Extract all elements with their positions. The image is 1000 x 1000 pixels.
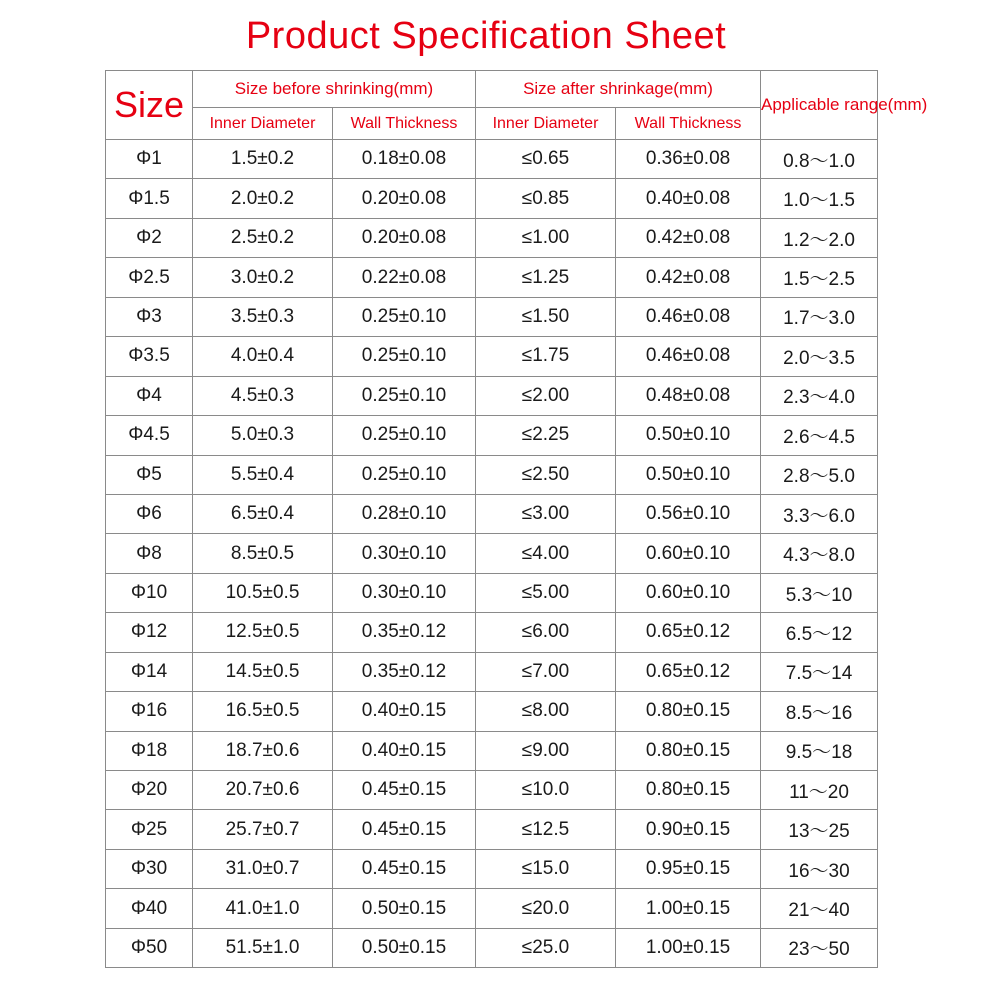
before-inner-diameter-cell: 12.5±0.5	[193, 613, 333, 652]
before-wall-thickness-cell: 0.25±0.10	[333, 376, 476, 415]
before-inner-diameter-cell: 10.5±0.5	[193, 573, 333, 612]
applicable-range-cell: 6.5～12	[761, 613, 878, 652]
table-row	[106, 652, 878, 691]
before-inner-diameter-cell: 31.0±0.7	[193, 849, 333, 888]
after-inner-diameter-cell: ≤7.00	[476, 652, 616, 691]
size-header: Size	[106, 71, 193, 140]
before-wall-thickness-cell: 0.20±0.08	[333, 179, 476, 218]
before-inner-diameter-cell: 2.5±0.2	[193, 218, 333, 257]
after-inner-diameter-cell: ≤2.25	[476, 416, 616, 455]
table-row	[106, 416, 878, 455]
before-inner-diameter-cell: 18.7±0.6	[193, 731, 333, 770]
table-row	[106, 613, 878, 652]
applicable-range-cell: 21～40	[761, 889, 878, 928]
after-wall-thickness-cell: 0.48±0.08	[616, 376, 761, 415]
after-wall-thickness-cell: 0.65±0.12	[616, 613, 761, 652]
after-inner-diameter-cell: ≤15.0	[476, 849, 616, 888]
after-wall-thickness-cell: 0.90±0.15	[616, 810, 761, 849]
before-wall-thickness-cell: 0.25±0.10	[333, 416, 476, 455]
before-inner-diameter-cell: 41.0±1.0	[193, 889, 333, 928]
after-inner-diameter-cell: ≤12.5	[476, 810, 616, 849]
size-cell: Φ50	[106, 928, 193, 967]
after-wall-thickness-cell: 0.42±0.08	[616, 258, 761, 297]
applicable-range-cell: 5.3～10	[761, 573, 878, 612]
size-cell: Φ1	[106, 140, 193, 179]
before-wall-thickness-cell: 0.50±0.15	[333, 889, 476, 928]
after-wall-thickness-cell: 0.65±0.12	[616, 652, 761, 691]
before-wall-thickness-cell: 0.45±0.15	[333, 849, 476, 888]
before-wall-thickness-cell: 0.30±0.10	[333, 573, 476, 612]
after-inner-diameter-cell: ≤1.25	[476, 258, 616, 297]
before-inner-diameter-cell: 16.5±0.5	[193, 692, 333, 731]
size-cell: Φ4.5	[106, 416, 193, 455]
before-wall-thickness-cell: 0.40±0.15	[333, 731, 476, 770]
applicable-range-cell: 23～50	[761, 928, 878, 967]
before-inner-diameter-cell: 20.7±0.6	[193, 771, 333, 810]
size-cell: Φ8	[106, 534, 193, 573]
table-row	[106, 731, 878, 770]
applicable-range-cell: 11～20	[761, 771, 878, 810]
applicable-range-cell: 2.8～5.0	[761, 455, 878, 494]
size-cell: Φ16	[106, 692, 193, 731]
after-inner-diameter-cell: ≤1.75	[476, 337, 616, 376]
after-wall-thickness-cell: 0.56±0.10	[616, 494, 761, 533]
before-wall-thickness-cell: 0.20±0.08	[333, 218, 476, 257]
size-cell: Φ3.5	[106, 337, 193, 376]
before-inner-diameter-cell: 4.0±0.4	[193, 337, 333, 376]
after-inner-diameter-cell: ≤2.00	[476, 376, 616, 415]
size-cell: Φ4	[106, 376, 193, 415]
table-row	[106, 258, 878, 297]
before-wall-thickness-cell: 0.25±0.10	[333, 455, 476, 494]
size-cell: Φ2.5	[106, 258, 193, 297]
table-row	[106, 534, 878, 573]
applicable-range-cell: 1.5～2.5	[761, 258, 878, 297]
after-wall-thickness-cell: 0.46±0.08	[616, 297, 761, 336]
table-row	[106, 928, 878, 967]
size-cell: Φ25	[106, 810, 193, 849]
before-inner-diameter-cell: 3.0±0.2	[193, 258, 333, 297]
after-wall-thickness-cell: 0.50±0.10	[616, 416, 761, 455]
before-wall-thickness-cell: 0.50±0.15	[333, 928, 476, 967]
after-wall-thickness-cell: 0.46±0.08	[616, 337, 761, 376]
spec-table-body	[106, 140, 878, 968]
table-row	[106, 179, 878, 218]
after-wall-thickness-cell: 1.00±0.15	[616, 889, 761, 928]
size-cell: Φ40	[106, 889, 193, 928]
table-row	[106, 810, 878, 849]
after-wall-thickness-cell: 0.80±0.15	[616, 771, 761, 810]
table-row	[106, 140, 878, 179]
after-inner-diameter-header: Inner Diameter	[476, 108, 616, 140]
applicable-range-cell: 2.0～3.5	[761, 337, 878, 376]
after-wall-thickness-cell: 0.40±0.08	[616, 179, 761, 218]
size-cell: Φ1.5	[106, 179, 193, 218]
before-wall-thickness-cell: 0.40±0.15	[333, 692, 476, 731]
after-inner-diameter-cell: ≤0.85	[476, 179, 616, 218]
size-cell: Φ2	[106, 218, 193, 257]
spec-table	[105, 70, 928, 968]
after-wall-thickness-cell: 0.36±0.08	[616, 140, 761, 179]
applicable-range-cell: 3.3～6.0	[761, 494, 878, 533]
after-inner-diameter-cell: ≤6.00	[476, 613, 616, 652]
before-wall-thickness-cell: 0.25±0.10	[333, 337, 476, 376]
size-cell: Φ30	[106, 849, 193, 888]
before-wall-thickness-cell: 0.25±0.10	[333, 297, 476, 336]
before-inner-diameter-cell: 5.5±0.4	[193, 455, 333, 494]
applicable-range-cell: 4.3～8.0	[761, 534, 878, 573]
page-title: Product Specification Sheet	[245, 15, 727, 57]
before-wall-thickness-cell: 0.18±0.08	[333, 140, 476, 179]
applicable-range-cell: 9.5～18	[761, 731, 878, 770]
after-inner-diameter-cell: ≤3.00	[476, 494, 616, 533]
after-wall-thickness-cell: 0.80±0.15	[616, 731, 761, 770]
after-inner-diameter-cell: ≤4.00	[476, 534, 616, 573]
before-wall-thickness-cell: 0.45±0.15	[333, 810, 476, 849]
before-wall-thickness-cell: 0.45±0.15	[333, 771, 476, 810]
before-wall-thickness-cell: 0.35±0.12	[333, 652, 476, 691]
size-cell: Φ18	[106, 731, 193, 770]
after-inner-diameter-cell: ≤25.0	[476, 928, 616, 967]
before-inner-diameter-cell: 4.5±0.3	[193, 376, 333, 415]
table-row	[106, 337, 878, 376]
after-wall-thickness-cell: 0.95±0.15	[616, 849, 761, 888]
before-wall-thickness-cell: 0.35±0.12	[333, 613, 476, 652]
after-inner-diameter-cell: ≤10.0	[476, 771, 616, 810]
size-cell: Φ14	[106, 652, 193, 691]
after-inner-diameter-cell: ≤8.00	[476, 692, 616, 731]
before-inner-diameter-cell: 25.7±0.7	[193, 810, 333, 849]
table-row	[106, 494, 878, 533]
after-shrinkage-header: Size after shrinkage(mm)	[476, 71, 761, 108]
before-inner-diameter-cell: 6.5±0.4	[193, 494, 333, 533]
size-cell: Φ6	[106, 494, 193, 533]
table-row	[106, 771, 878, 810]
applicable-range-cell: 1.0～1.5	[761, 179, 878, 218]
applicable-range-cell: 7.5～14	[761, 652, 878, 691]
before-shrinking-header: Size before shrinking(mm)	[193, 71, 476, 108]
before-wall-thickness-cell: 0.22±0.08	[333, 258, 476, 297]
applicable-range-cell: 8.5～16	[761, 692, 878, 731]
size-cell: Φ5	[106, 455, 193, 494]
table-row	[106, 849, 878, 888]
after-inner-diameter-cell: ≤2.50	[476, 455, 616, 494]
size-cell: Φ10	[106, 573, 193, 612]
after-wall-thickness-cell: 0.50±0.10	[616, 455, 761, 494]
before-wall-thickness-cell: 0.30±0.10	[333, 534, 476, 573]
before-wall-thickness-header: Wall Thickness	[333, 108, 476, 140]
before-inner-diameter-cell: 3.5±0.3	[193, 297, 333, 336]
before-inner-diameter-header: Inner Diameter	[193, 108, 333, 140]
before-inner-diameter-cell: 5.0±0.3	[193, 416, 333, 455]
after-inner-diameter-cell: ≤1.50	[476, 297, 616, 336]
table-row	[106, 692, 878, 731]
after-inner-diameter-cell: ≤5.00	[476, 573, 616, 612]
header-row-top	[106, 71, 878, 108]
before-inner-diameter-cell: 1.5±0.2	[193, 140, 333, 179]
table-row	[106, 297, 878, 336]
before-inner-diameter-cell: 2.0±0.2	[193, 179, 333, 218]
applicable-range-cell: 2.6～4.5	[761, 416, 878, 455]
before-wall-thickness-cell: 0.28±0.10	[333, 494, 476, 533]
before-inner-diameter-cell: 14.5±0.5	[193, 652, 333, 691]
after-wall-thickness-header: Wall Thickness	[616, 108, 761, 140]
after-inner-diameter-cell: ≤0.65	[476, 140, 616, 179]
applicable-range-cell: 13～25	[761, 810, 878, 849]
size-cell: Φ20	[106, 771, 193, 810]
table-row	[106, 376, 878, 415]
after-wall-thickness-cell: 0.60±0.10	[616, 534, 761, 573]
applicable-range-cell: 0.8～1.0	[761, 140, 878, 179]
size-cell: Φ12	[106, 613, 193, 652]
applicable-range-cell: 1.2～2.0	[761, 218, 878, 257]
applicable-range-cell: 16～30	[761, 849, 878, 888]
after-wall-thickness-cell: 0.42±0.08	[616, 218, 761, 257]
after-wall-thickness-cell: 0.60±0.10	[616, 573, 761, 612]
before-inner-diameter-cell: 51.5±1.0	[193, 928, 333, 967]
table-row	[106, 889, 878, 928]
after-inner-diameter-cell: ≤20.0	[476, 889, 616, 928]
applicable-range-cell: 1.7～3.0	[761, 297, 878, 336]
after-wall-thickness-cell: 0.80±0.15	[616, 692, 761, 731]
table-row	[106, 218, 878, 257]
applicable-range-cell: 2.3～4.0	[761, 376, 878, 415]
table-row	[106, 573, 878, 612]
table-row	[106, 455, 878, 494]
before-inner-diameter-cell: 8.5±0.5	[193, 534, 333, 573]
size-cell: Φ3	[106, 297, 193, 336]
after-inner-diameter-cell: ≤1.00	[476, 218, 616, 257]
after-inner-diameter-cell: ≤9.00	[476, 731, 616, 770]
after-wall-thickness-cell: 1.00±0.15	[616, 928, 761, 967]
applicable-range-header: Applicable range(mm)	[761, 71, 878, 140]
